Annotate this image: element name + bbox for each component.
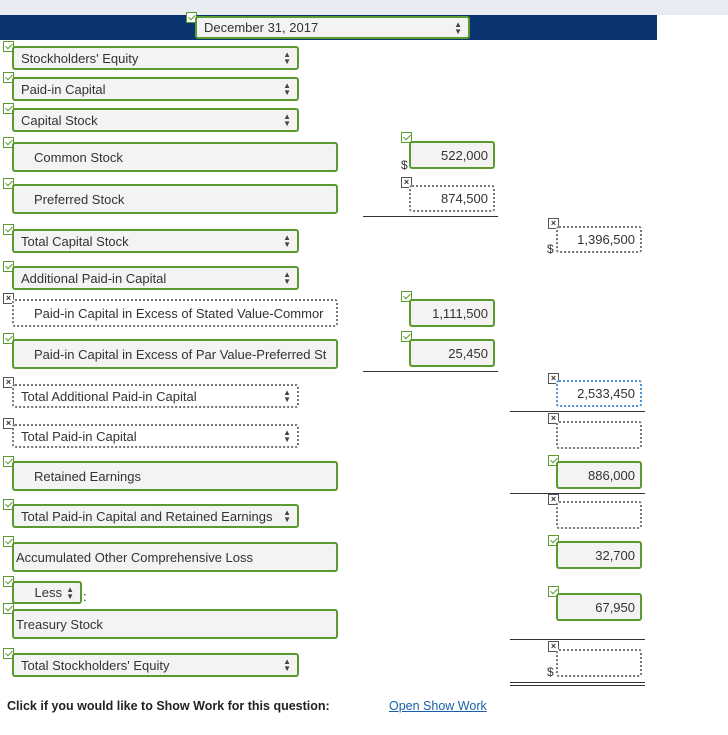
subtotal-rule — [510, 493, 645, 494]
total-capital-stock-amount[interactable]: 1,396,500 — [556, 226, 642, 253]
aocl-field[interactable]: Accumulated Other Comprehensive Loss — [12, 542, 338, 572]
select-arrows-icon: ▲ ▼ — [283, 270, 291, 286]
retained-earnings-amount[interactable]: 886,000 — [556, 461, 642, 489]
double-rule-bottom — [510, 685, 645, 686]
double-rule-top — [510, 682, 645, 683]
x-icon: × — [548, 494, 559, 505]
capital-stock-select[interactable]: Capital Stock ▲ ▼ — [12, 108, 299, 132]
pic-excess-par-preferred-amount[interactable]: 25,450 — [409, 339, 495, 367]
dollar-sign: $ — [401, 158, 408, 172]
total-additional-pic-select[interactable]: Total Additional Paid-in Capital ▲ ▼ — [12, 384, 299, 408]
subtotal-rule — [510, 639, 645, 640]
preferred-stock-field[interactable]: Preferred Stock — [12, 184, 338, 214]
show-work-prompt: Click if you would like to Show Work for this question: — [7, 699, 330, 713]
total-capital-stock-select[interactable]: Total Capital Stock ▲ ▼ — [12, 229, 299, 253]
stockholders-equity-select[interactable]: Stockholders' Equity ▲ ▼ — [12, 46, 299, 70]
select-arrows-icon: ▲ ▼ — [283, 657, 291, 673]
top-strip — [0, 0, 728, 15]
x-icon: × — [548, 641, 559, 652]
select-arrows-icon: ▲ ▼ — [283, 112, 291, 128]
common-stock-amount[interactable]: 522,000 — [409, 141, 495, 169]
common-stock-field[interactable]: Common Stock — [12, 142, 338, 172]
select-arrows-icon: ▲ ▼ — [283, 81, 291, 97]
total-pic-amount[interactable] — [556, 421, 642, 449]
select-arrows-icon: ▲ ▼ — [283, 388, 291, 404]
date-select[interactable]: December 31, 2017 ▲ ▼ — [195, 16, 470, 39]
total-pic-select[interactable]: Total Paid-in Capital ▲ ▼ — [12, 424, 299, 448]
select-arrows-icon: ▲ ▼ — [283, 50, 291, 66]
less-select[interactable]: Less ▲ ▼ — [12, 581, 82, 604]
select-arrows-icon: ▲ ▼ — [454, 19, 462, 36]
x-icon: × — [548, 373, 559, 384]
less-colon: : — [83, 589, 87, 604]
dollar-sign: $ — [547, 242, 554, 256]
x-icon: × — [548, 218, 559, 229]
total-se-amount[interactable] — [556, 649, 642, 677]
dollar-sign: $ — [547, 665, 554, 679]
x-icon: × — [3, 418, 14, 429]
select-arrows-icon: ▲ ▼ — [283, 508, 291, 524]
x-icon: × — [401, 177, 412, 188]
paid-in-capital-select[interactable]: Paid-in Capital ▲ ▼ — [12, 77, 299, 101]
retained-earnings-field[interactable]: Retained Earnings — [12, 461, 338, 491]
open-show-work-link[interactable]: Open Show Work — [389, 699, 487, 713]
additional-pic-select[interactable]: Additional Paid-in Capital ▲ ▼ — [12, 266, 299, 290]
subtotal-rule — [510, 411, 645, 412]
treasury-stock-amount[interactable]: 67,950 — [556, 593, 642, 621]
pic-excess-par-preferred-field[interactable]: Paid-in Capital in Excess of Par Value-Preferred St — [12, 339, 338, 369]
x-icon: × — [3, 293, 14, 304]
x-icon: × — [3, 377, 14, 388]
subtotal-rule — [363, 371, 498, 372]
total-se-select[interactable]: Total Stockholders' Equity ▲ ▼ — [12, 653, 299, 677]
select-arrows-icon: ▲ ▼ — [283, 233, 291, 249]
select-arrows-icon: ▲ ▼ — [283, 428, 291, 444]
treasury-stock-field[interactable]: Treasury Stock — [12, 609, 338, 639]
total-pic-and-re-amount[interactable] — [556, 501, 642, 529]
pic-excess-stated-common-amount[interactable]: 1,111,500 — [409, 299, 495, 327]
subtotal-rule — [363, 216, 498, 217]
preferred-stock-amount[interactable]: 874,500 — [409, 185, 495, 212]
select-arrows-icon: ▲ ▼ — [66, 584, 74, 601]
total-additional-pic-amount[interactable]: 2,533,450 — [556, 380, 642, 407]
pic-excess-stated-common-field[interactable]: Paid-in Capital in Excess of Stated Value-Commor — [12, 299, 338, 327]
total-pic-and-re-select[interactable]: Total Paid-in Capital and Retained Earnings ▲ ▼ — [12, 504, 299, 528]
aocl-amount[interactable]: 32,700 — [556, 541, 642, 569]
x-icon: × — [548, 413, 559, 424]
